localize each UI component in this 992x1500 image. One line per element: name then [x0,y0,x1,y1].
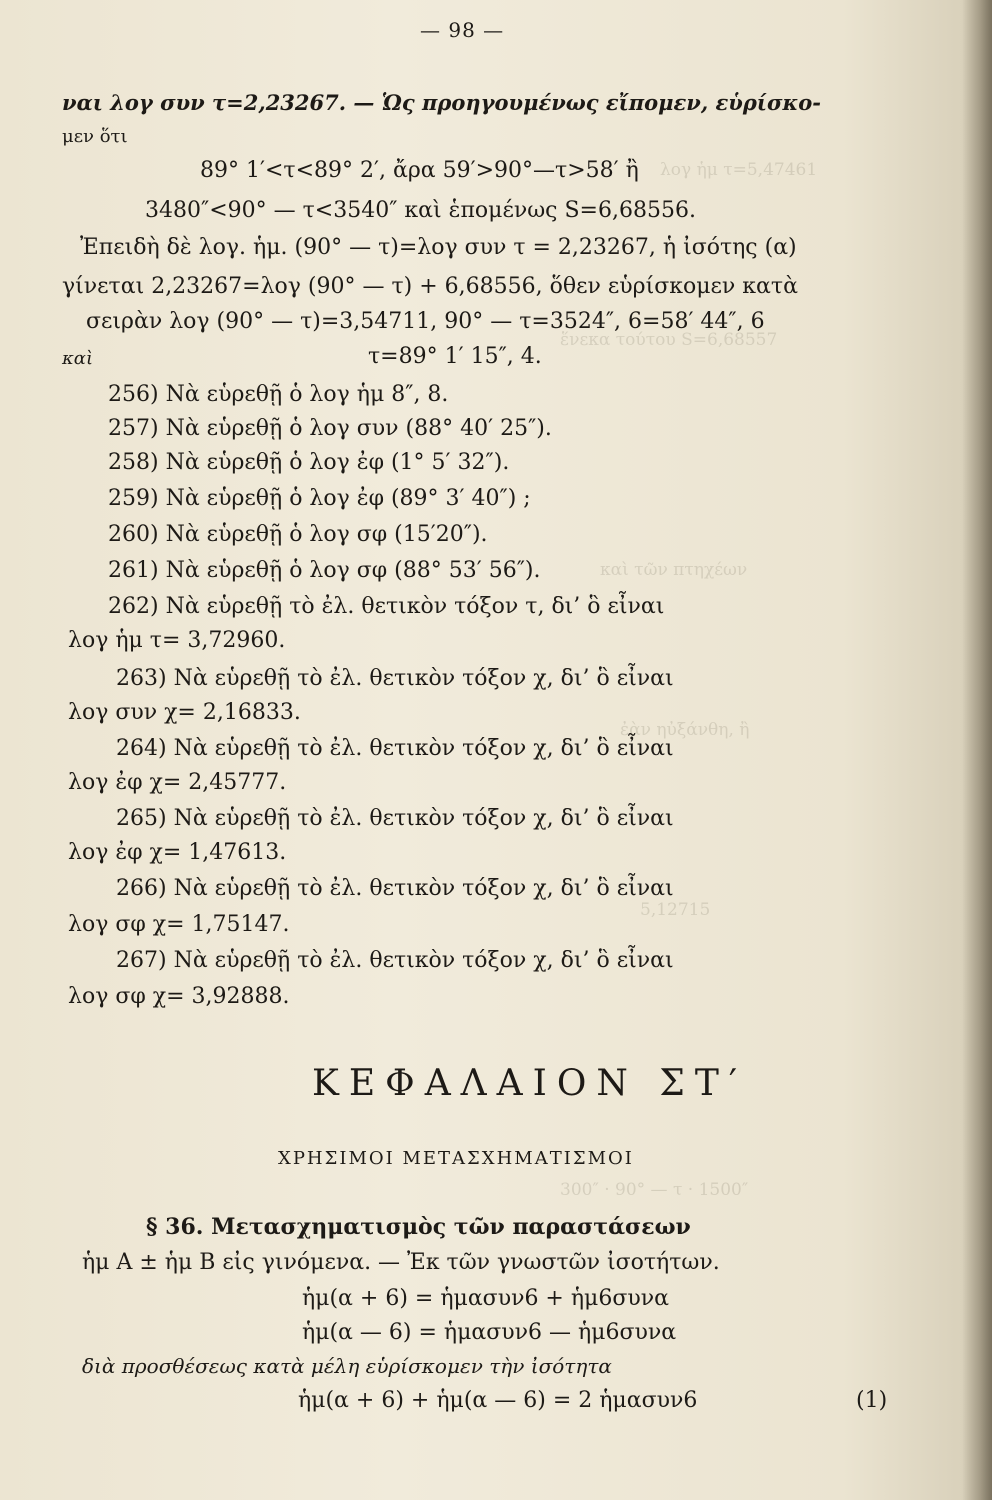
text-line: καὶ [62,348,94,369]
section-line: ἡμ A ± ἡμ B εἰς γινόμενα. — Ἐκ τῶν γνωστῶν ἰσοτήτων. [82,1250,720,1275]
text-line: ναι λογ συν τ=2,23267. — Ὡς προηγουμένως εἴπομεν, εὑρίσκο- [62,90,821,115]
formula-line: ἡμ(α — 6) = ἡμασυν6 — ἡμ6συνα [302,1320,677,1345]
exercise-line: 266) Νὰ εὑρεθῇ τὸ ἐλ. θετικὸν τόξον χ, δι’ ὃ εἶναι [116,876,674,901]
formula-line: ἡμ(α + 6) + ἡμ(α — 6) = 2 ἡμασυν6 [298,1388,698,1413]
exercise-line: λογ ἐφ χ= 1,47613. [68,840,287,865]
exercise-line: 258) Νὰ εὑρεθῇ ὁ λογ ἐφ (1° 5′ 32″). [108,450,510,475]
exercise-line: 256) Νὰ εὑρεθῇ ὁ λογ ἡμ 8″, 8. [108,382,449,407]
chapter-subtitle: ΧΡΗΣΙΜΟΙ ΜΕΤΑΣΧΗΜΑΤΙΣΜΟΙ [278,1148,634,1169]
text-line: 89° 1′<τ<89° 2′, ἄρα 59′>90°—τ>58′ ἢ [200,158,639,183]
exercise-line: 262) Νὰ εὑρεθῇ τὸ ἐλ. θετικὸν τόξον τ, δι’ ὃ εἶναι [108,594,665,619]
exercise-line: λογ ἐφ χ= 2,45777. [68,770,287,795]
exercise-line: λογ σφ χ= 3,92888. [68,984,290,1009]
exercise-line: 265) Νὰ εὑρεθῇ τὸ ἐλ. θετικὸν τόξον χ, δι’ ὃ εἶναι [116,806,674,831]
exercise-line: 263) Νὰ εὑρεθῇ τὸ ἐλ. θετικὸν τόξον χ, δι’ ὃ εἶναι [116,666,674,691]
formula-line: ἡμ(α + 6) = ἡμασυν6 + ἡμ6συνα [302,1286,669,1311]
chapter-title: ΚΕΦΑΛΑΙΟΝ ΣΤ′ [312,1063,747,1104]
text-line: γίνεται 2,23267=λογ (90° — τ) + 6,68556, ὅθεν εὑρίσκομεν κατὰ [62,274,798,299]
text-line: Ἐπειδὴ δὲ λογ. ἡμ. (90° — τ)=λογ συν τ = 2,23267, ἡ ἰσότης (α) [80,235,797,260]
equation-number: (1) [856,1388,888,1413]
text-line: 3480″<90° — τ<3540″ καὶ ἑπομένως S=6,68556. [145,198,696,223]
page-number: — 98 — [420,18,505,42]
exercise-line: λογ ἡμ τ= 3,72960. [68,628,286,653]
section-heading: § 36. Μετασχηματισμὸς τῶν παραστάσεων [146,1214,691,1240]
exercise-line: 259) Νὰ εὑρεθῇ ὁ λογ ἐφ (89° 3′ 40″) ; [108,486,531,511]
section-line: διὰ προσθέσεως κατὰ μέλη εὑρίσκομεν τὴν ἰσότητα [82,1354,612,1378]
text-line: τ=89° 1′ 15″, 4. [368,344,542,369]
exercise-line: 257) Νὰ εὑρεθῇ ὁ λογ συν (88° 40′ 25″). [108,416,552,441]
exercise-line: λογ σφ χ= 1,75147. [68,912,290,937]
text-line: μεν ὅτι [62,126,128,147]
exercise-line: λογ συν χ= 2,16833. [68,700,301,725]
exercise-line: 267) Νὰ εὑρεθῇ τὸ ἐλ. θετικὸν τόξον χ, δι’ ὃ εἶναι [116,948,674,973]
text-line: σειρὰν λογ (90° — τ)=3,54711, 90° — τ=3524″, 6=58′ 44″, 6 [86,309,765,334]
exercise-line: 264) Νὰ εὑρεθῇ τὸ ἐλ. θετικὸν τόξον χ, δι’ ὃ εἶναι [116,736,674,761]
exercise-line: 260) Νὰ εὑρεθῇ ὁ λογ σφ (15′20″). [108,522,488,547]
exercise-line: 261) Νὰ εὑρεθῇ ὁ λογ σφ (88° 53′ 56″). [108,558,541,583]
book-spine-shadow [962,0,992,1500]
